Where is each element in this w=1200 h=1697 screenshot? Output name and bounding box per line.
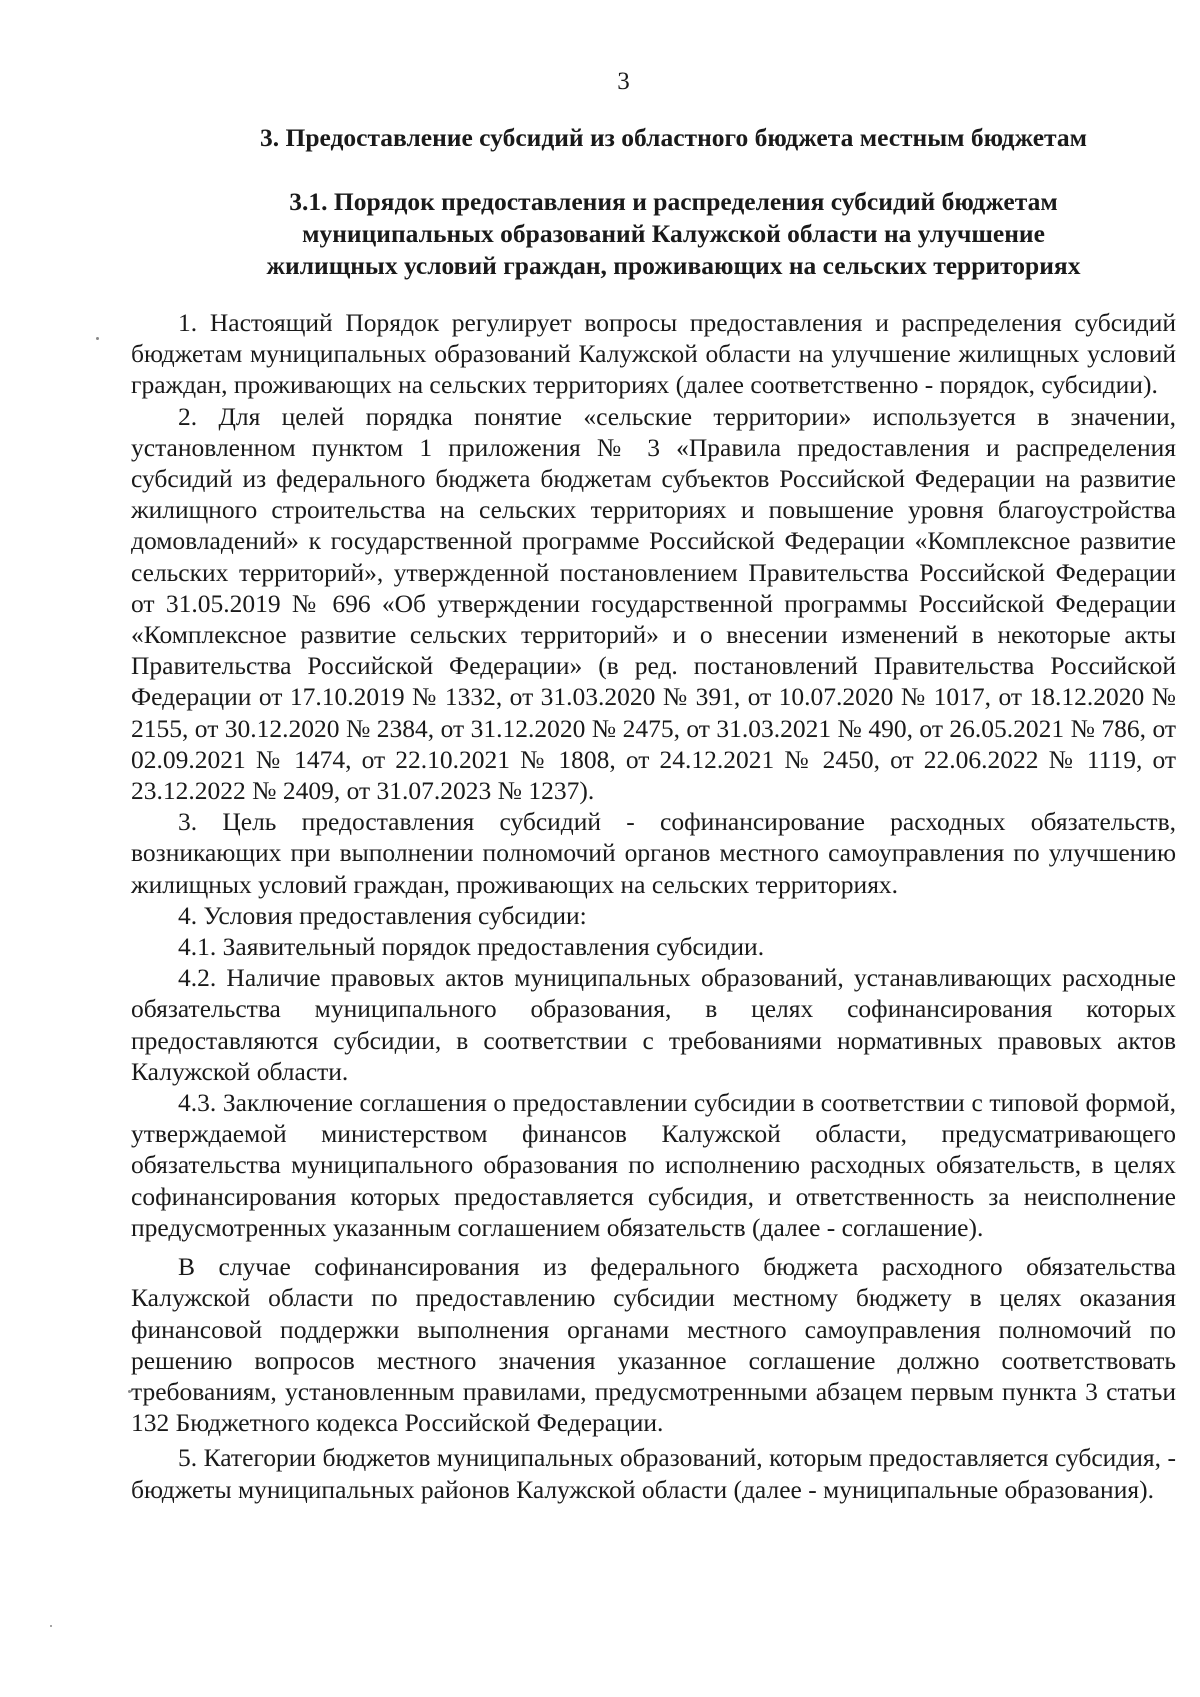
section-title: 3. Предоставление субсидий из областного бюджета местным бюджетам — [259, 123, 1087, 152]
paragraph-4-3: 4.3. Заключение соглашения о предоставлении субсидии в соответствии с типовой формой, утверждаемой министерством финансов Калужской области, предусматривающего обязательства муниципального образования по исполнению расходных обязательств, в целях софинансирования которых предоставляется субсидия, и ответственность за неисполнение предусмотренных указанным соглашением обязательств (далее - соглашение). — [131, 1088, 1176, 1242]
scan-speck — [128, 1390, 131, 1393]
paragraph-5: 5. Категории бюджетов муниципальных образований, которым предоставляется субсидия, - бюджеты муниципальных районов Калужской области (далее - муниципальные образования). — [131, 1443, 1176, 1504]
paragraph-2: 2. Для целей порядка понятие «сельские территории» используется в значении, установленном пунктом 1 приложения № 3 «Правила предоставления и распределения субсидий из федерального бюджета бюджетам субъектов Российской Федерации на развитие жилищного строительства на сельских территориях и повышение уровня благоустройства домовладений» к государственной программе Российской Федерации «Комплексное развитие сельских территорий», утвержденной постановлением Правительства Российской Федерации от 31.05.2019 № 696 «Об утверждении государственной программы Российской Федерации «Комплексное развитие сельских территорий» и о внесении изменений в некоторые акты Правительства Российской Федерации» (в ред. постановлений Правительства Российской Федерации от 17.10.2019 № 1332, от 31.03.2020 № 391, от 10.07.2020 № 1017, от 18.12.2020 № 2155, от 30.12.2020 № 2384, от 31.12.2020 № 2475, от 31.03.2021 № 490, от 26.05.2021 № 786, от 02.09.2021 № 1474, от 22.10.2021 № 1808, от 24.12.2021 № 2450, от 22.06.2022 № 1119, от 23.12.2022 № 2409, от 31.07.2023 № 1237). — [131, 401, 1176, 806]
paragraph-3: 3. Цель предоставления субсидий - софинансирование расходных обязательств, возникающих при выполнении полномочий органов местного самоуправления по улучшению жилищных условий граждан, проживающих на сельских территориях. — [131, 807, 1176, 899]
subsection-title — [155, 186, 1192, 282]
document-body — [131, 307, 1176, 1505]
paragraph-1: 1. Настоящий Порядок регулирует вопросы предоставления и распределения субсидий бюджетам муниципальных образований Калужской области на улучшение жилищных условий граждан, проживающих на сельских территориях (далее соответственно - порядок, субсидии). — [131, 308, 1176, 400]
scan-speck — [50, 1625, 52, 1627]
subsection-title-line: муниципальных образований Калужской области на улучшение — [302, 219, 1045, 248]
paragraph-4-2: 4.2. Наличие правовых актов муниципальных образований, устанавливающих расходные обязательства муниципального образования, в целях софинансирования которых предоставляются субсидии, в соответствии с требованиями нормативных правовых актов Калужской области. — [131, 963, 1176, 1086]
subsection-title-line: жилищных условий граждан, проживающих на сельских территориях — [266, 251, 1081, 280]
paragraph-4-1: 4.1. Заявительный порядок предоставления субсидии. — [178, 932, 765, 962]
paragraph-4-3-federal: В случае софинансирования из федерального бюджета расходного обязательства Калужской области по предоставлению субсидии местному бюджету в целях оказания финансовой поддержки выполнения органами местного самоуправления полномочий по решению вопросов местного значения указанное соглашение должно соответствовать требованиям, установленным правилами, предусмотренными абзацем первым пункта 3 статьи 132 Бюджетного кодекса Российской Федерации. — [131, 1252, 1176, 1438]
subsection-title-line: 3.1. Порядок предоставления и распределения субсидий бюджетам — [289, 187, 1058, 216]
page-number: 3 — [617, 68, 630, 95]
scan-speck — [96, 337, 99, 340]
paragraph-4: 4. Условия предоставления субсидии: — [178, 900, 587, 930]
